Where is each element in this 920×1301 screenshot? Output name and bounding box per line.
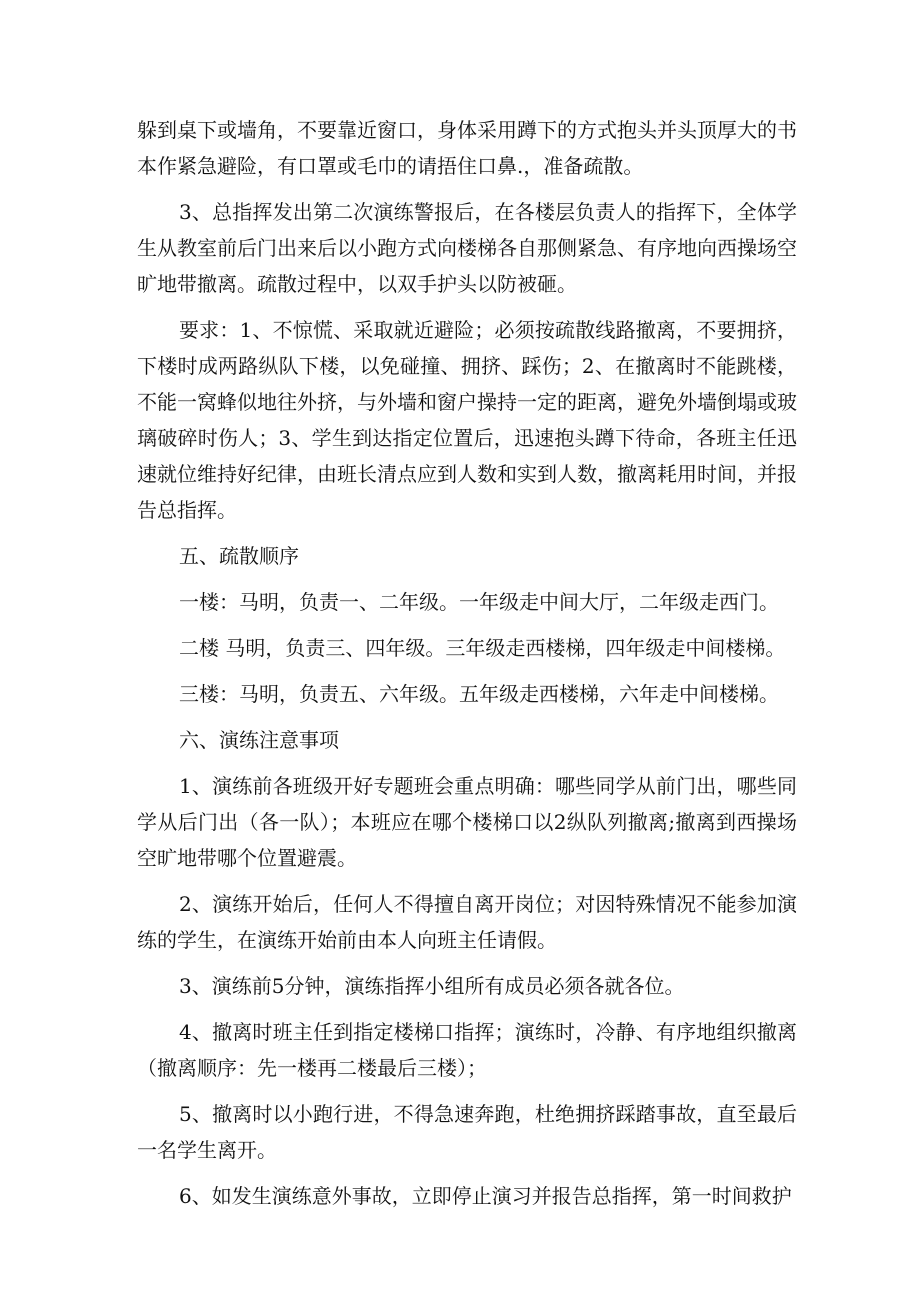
paragraph-step-3: 3、总指挥发出第二次演练警报后，在各楼层负责人的指挥下，全体学生从教室前后门出来后以小跑方式向楼梯各自那侧紧急、有序地向西操场空旷地带撤离。疏散过程中，以双手护头以防被砸。: [137, 200, 797, 296]
evacuation-order-floor-3: 三楼：马明，负责五、六年级。五年级走西楼梯，六年走中间楼梯。: [179, 682, 779, 706]
section-heading-drill-notes: 六、演练注意事项: [179, 728, 339, 752]
paragraph-note-3: 3、演练前5分钟，演练指挥小组所有成员必须各就各位。: [179, 974, 685, 998]
paragraph-note-1: 1、演练前各班级开好专题班会重点明确：哪些同学从前门出，哪些同学从后门出（各一队）；本班应在哪个楼梯口以2纵队列撤离;撤离到西操场空旷地带哪个位置避震。: [137, 774, 797, 870]
paragraph-note-5: 5、撤离时以小跑行进，不得急速奔跑，杜绝拥挤踩踏事故，直至最后一名学生离开。: [137, 1102, 797, 1162]
paragraph-requirements: 要求：1、不惊慌、采取就近避险；必须按疏散线路撤离，不要拥挤，下楼时成两路纵队下楼，以免碰撞、拥挤、踩伤；2、在撤离时不能跳楼，不能一窝蜂似地往外挤，与外墙和窗户操持一定的距离，避免外墙倒塌或玻璃破碎时伤人；3、学生到达指定位置后，迅速抱头蹲下待命，各班主任迅速就位维持好纪律，由班长清点应到人数和实到人数，撤离耗用时间，并报告总指挥。: [137, 318, 797, 522]
evacuation-order-floor-2: 二楼 马明，负责三、四年级。三年级走西楼梯，四年级走中间楼梯。: [179, 636, 786, 660]
section-heading-evacuation-order: 五、疏散顺序: [179, 544, 299, 568]
evacuation-order-floor-1: 一楼：马明，负责一、二年级。一年级走中间大厅，二年级走西门。: [179, 590, 779, 614]
document-body: [137, 112, 797, 1224]
paragraph-note-2: 2、演练开始后，任何人不得擅自离开岗位；对因特殊情况不能参加演练的学生，在演练开始前由本人向班主任请假。: [137, 892, 797, 952]
paragraph-continuation: 躲到桌下或墙角，不要靠近窗口，身体采用蹲下的方式抱头并头顶厚大的书本作紧急避险，有口罩或毛巾的请捂住口鼻.，准备疏散。: [137, 118, 797, 178]
paragraph-note-6: 6、如发生演练意外事故，立即停止演习并报告总指挥，第一时间救护: [179, 1184, 792, 1208]
paragraph-note-4: 4、撤离时班主任到指定楼梯口指挥；演练时，冷静、有序地组织撤离（撤离顺序：先一楼再二楼最后三楼）；: [137, 1020, 797, 1080]
